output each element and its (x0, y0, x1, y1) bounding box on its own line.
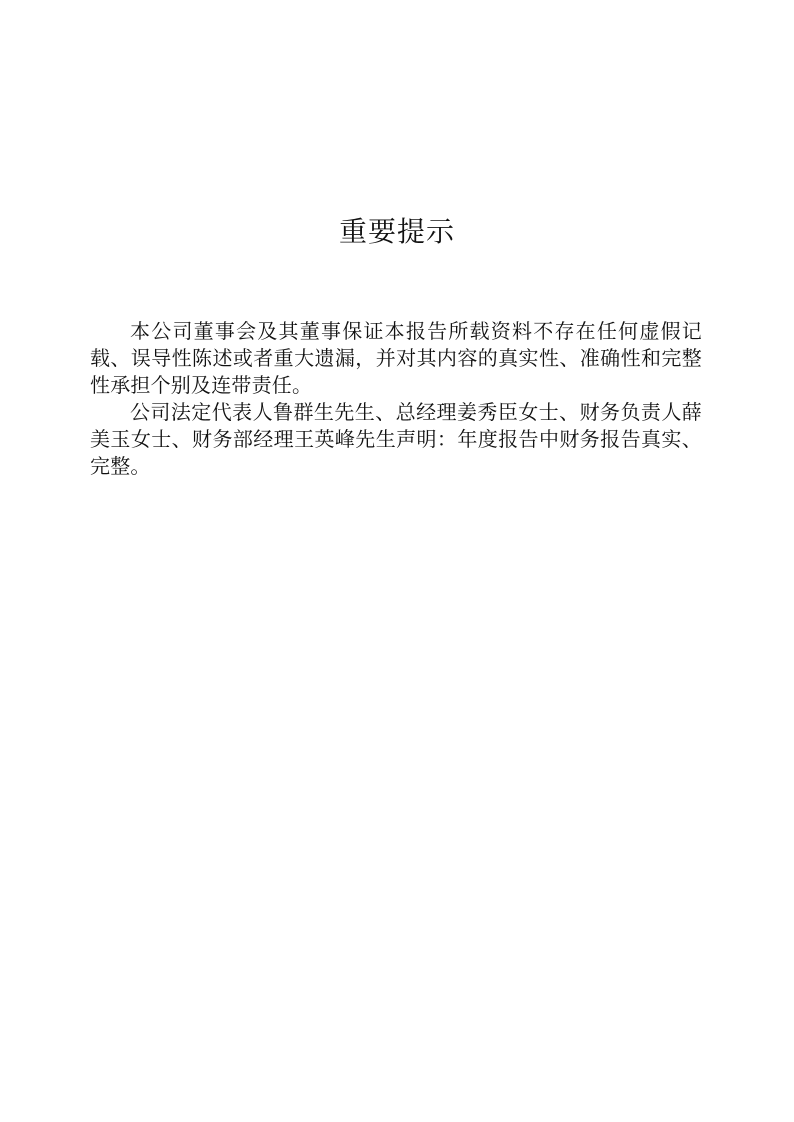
paragraph-officers-declaration: 公司法定代表人鲁群生先生、总经理姜秀臣女士、财务负责人薛美玉女士、财务部经理王英峰先生声明：年度报告中财务报告真实、完整。 (90, 400, 702, 478)
notice-body (90, 318, 702, 480)
page-title: 重要提示 (338, 215, 455, 248)
paragraph-board-guarantee: 本公司董事会及其董事保证本报告所载资料不存在任何虚假记载、误导性陈述或者重大遗漏，并对其内容的真实性、准确性和完整性承担个别及连带责任。 (90, 319, 702, 397)
